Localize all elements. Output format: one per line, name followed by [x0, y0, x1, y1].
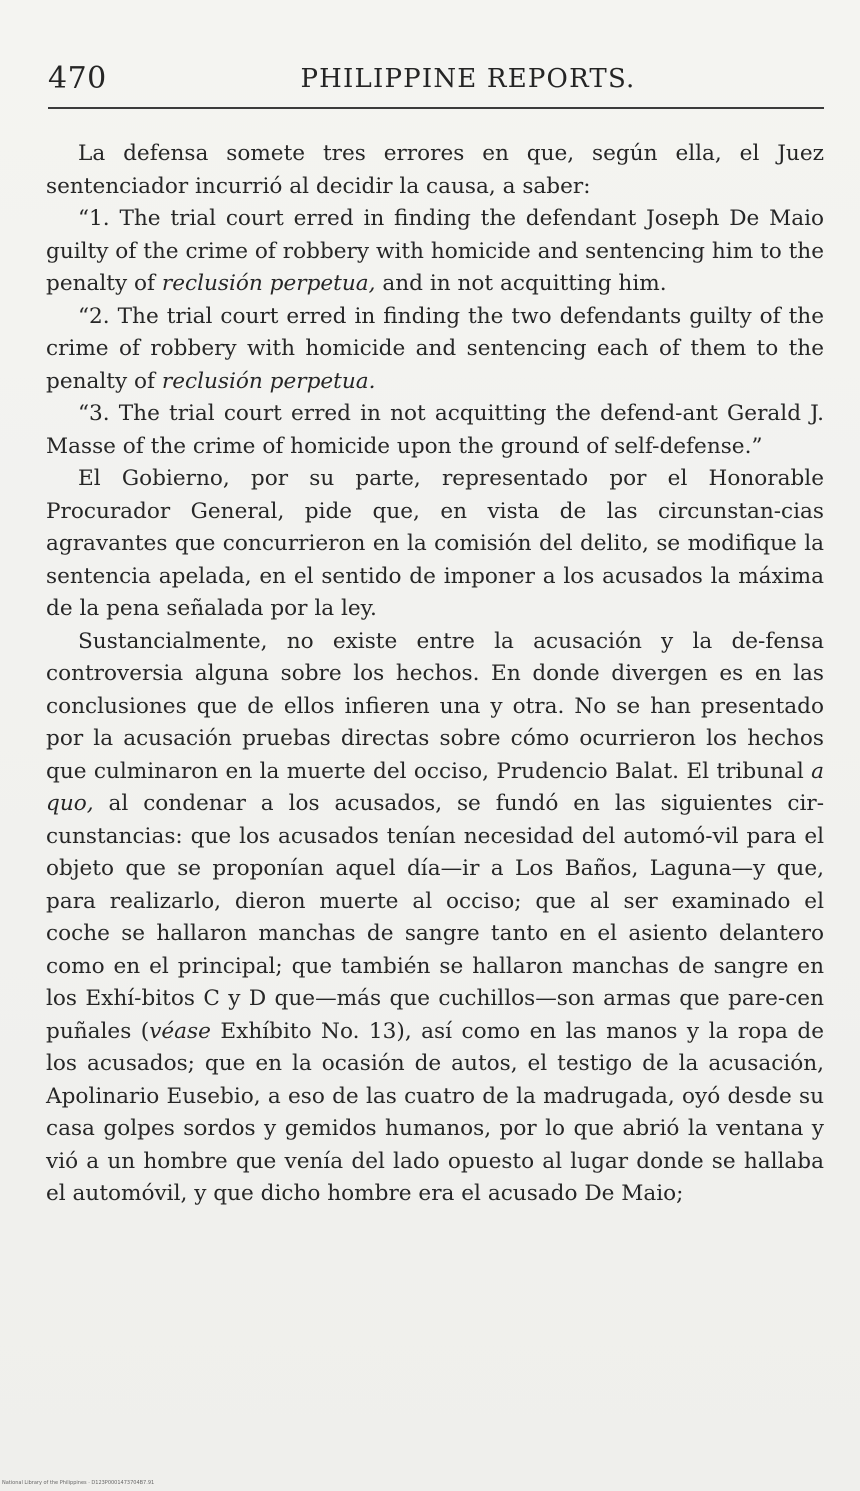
paragraph: [46, 301, 824, 399]
page-number: 470: [48, 61, 107, 96]
scan-credit: National Library of the Philippines · D123P0001473704B7.91: [2, 1480, 155, 1486]
paragraph: [46, 398, 824, 463]
paragraph-text: Sustancialmente, no existe entre la acusación y la de-fensa controversia alguna sobre los hechos. En donde divergen es en las conclusiones que de ellos infieren una y otra. No se han presentado por la acusación pruebas directas sobre cómo ocurrieron los hechos que culminaron en la muerte del occiso, Prudencio Balat. El tribunal: [46, 628, 824, 784]
paragraph: [46, 463, 824, 626]
header-rule: [48, 107, 824, 109]
paragraph-text: “1. The trial court erred in finding the defendant Joseph De Maio guilty of the crime of robbery with homicide and sentencing him to the penalty of: [46, 206, 824, 296]
italic-term: véase: [149, 1018, 211, 1044]
paragraph-text: “2. The trial court erred in finding the two defendants guilty of the crime of robbery with homicide and sentencing each of them to the penalty of: [46, 303, 824, 394]
body-text: [46, 138, 824, 1211]
paragraph-text: Exhíbito No. 13), así como en las manos y la ropa de los acusados; que en la ocasión de autos, el testigo de la acusación, Apolinario Eusebio, a eso de las cuatro de la madrugada, oyó desde su casa golpes sordos y gemidos humanos, por lo que abrió la ventana y vió a un hombre que venía del lado opuesto al lugar donde se hallaba el automóvil, y que dicho hombre era el acusado De Maio;: [46, 1018, 824, 1206]
paragraph: [46, 203, 824, 301]
paragraph-text: El Gobierno, por su parte, representado por el Honorable Procurador General, pide que, en vista de las circunstan-cias agravantes que concurrieron en la comisión del delito, se modifique la sentencia apelada, en el sentido de imponer a los acusados la máxima de la pena señalada por la ley.: [46, 466, 824, 621]
paragraph-text: “3. The trial court erred in not acquitting the defend-ant Gerald J. Masse of the crime of homicide upon the ground of self-defense.”: [46, 401, 824, 459]
italic-term: a quo,: [46, 758, 824, 816]
italic-term: reclusión perpetua.: [161, 368, 376, 394]
italic-term: reclusión perpetua,: [161, 271, 376, 296]
paragraph: [46, 138, 824, 203]
paragraph: [46, 626, 824, 1211]
running-head: PHILIPPINE REPORTS.: [300, 64, 636, 94]
page-header: [48, 60, 822, 100]
paragraph-text: La defensa somete tres errores en que, según ella, el Juez sentenciador incurrió al decidir la causa, a saber:: [46, 141, 824, 199]
paragraph-text: and in not acquitting him.: [375, 271, 667, 296]
paragraph-text: al condenar a los acusados, se fundó en las siguientes cir-cunstancias: que los acusados tenían necesidad del automó-vil para el objeto que se proponían aquel día—ir a Los Baños, Laguna—y que, para realizarlo, dieron muerte al occiso; que al ser examinado el coche se hallaron manchas de sangre tanto en el asiento delantero como en el principal; que también se hallaron manchas de sangre en los Exhí-bitos C y D que—más que cuchillos—son armas que pare-cen puñales (: [46, 791, 824, 1044]
